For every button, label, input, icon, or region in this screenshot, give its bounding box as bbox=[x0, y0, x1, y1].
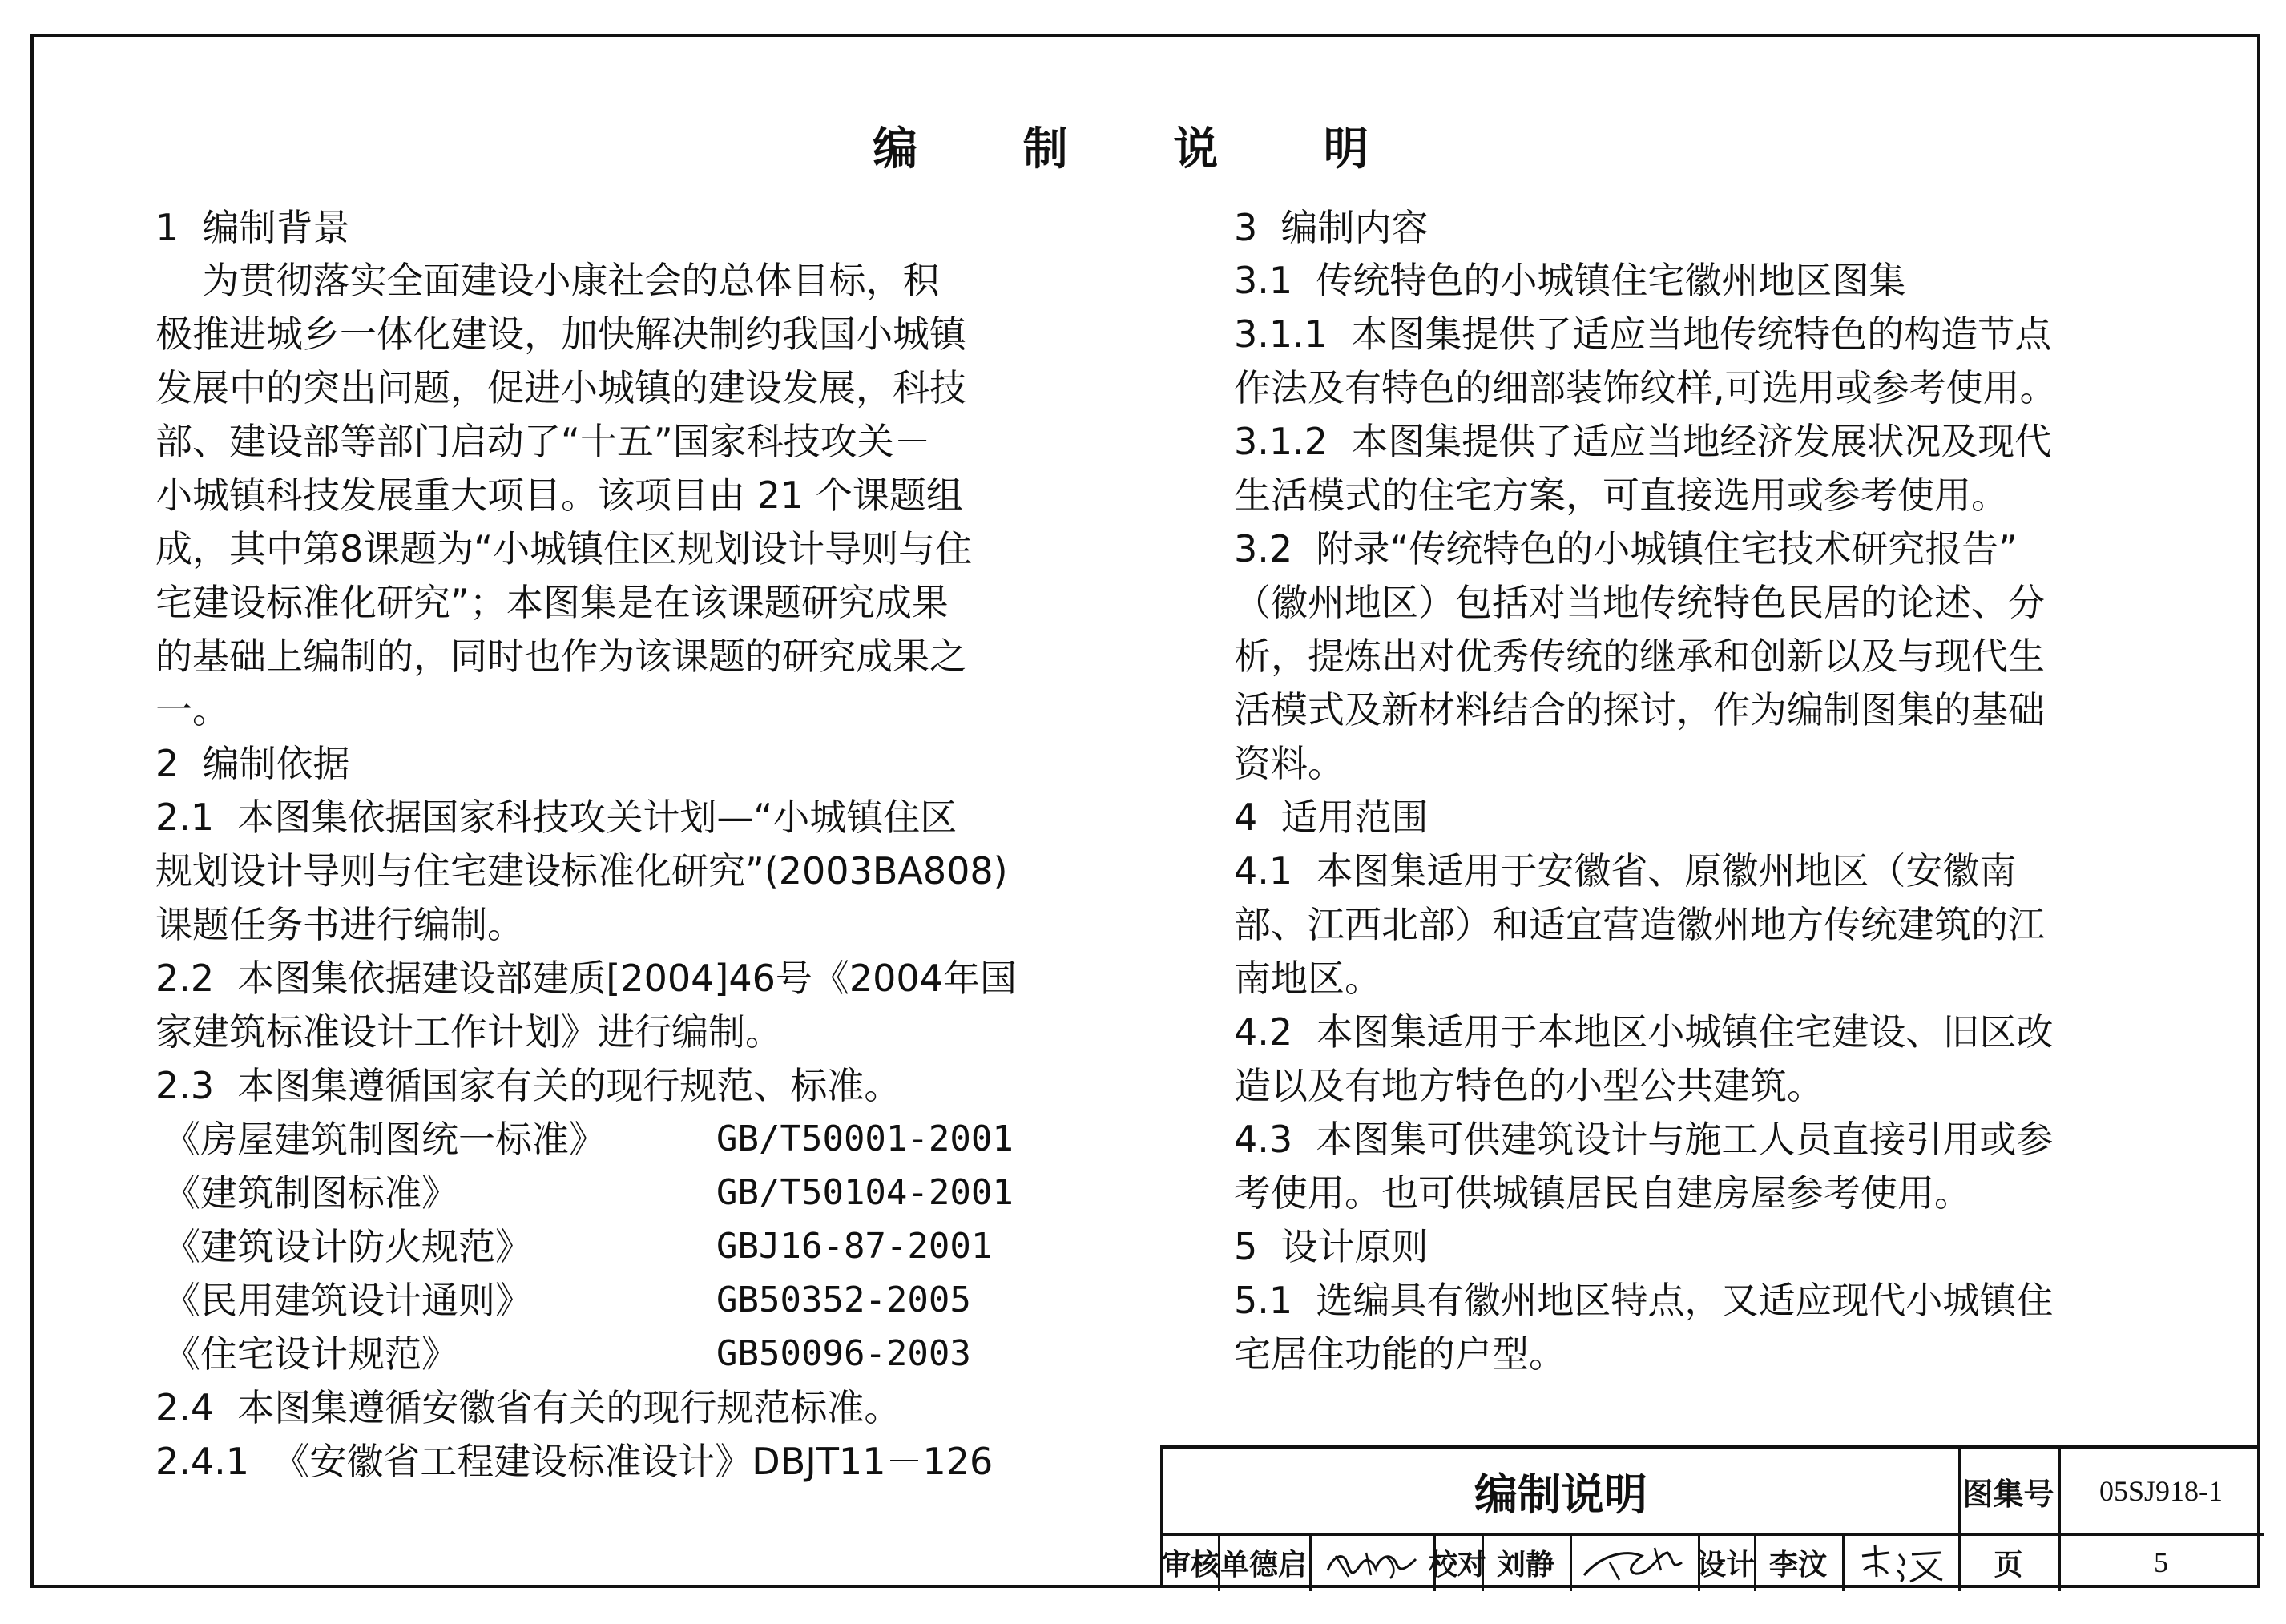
text-line: 作法及有特色的细部装饰纹样,可选用或参考使用。 bbox=[1234, 366, 2057, 409]
text-line: 3.1.1 本图集提供了适应当地传统特色的构造节点 bbox=[1234, 312, 2052, 356]
review-name: 单德启 bbox=[1220, 1548, 1307, 1582]
text-line: 析，提炼出对优秀传统的继承和创新以及与现代生 bbox=[1234, 635, 2045, 678]
text-line: 宅建设标准化研究”；本图集是在该课题研究成果 bbox=[155, 581, 949, 624]
text-line: （徽州地区）包括对当地传统特色民居的论述、分 bbox=[1234, 581, 2045, 624]
atlas-no-label: 图集号 bbox=[1962, 1476, 2054, 1512]
standard-name: 《民用建筑设计通则》 bbox=[163, 1279, 532, 1322]
text-line: 生活模式的住宅方案，可直接选用或参考使用。 bbox=[1234, 473, 2008, 517]
page-label: 页 bbox=[1994, 1548, 2023, 1582]
text-line: 2.3 本图集遵循国家有关的现行规范、标准。 bbox=[155, 1064, 901, 1107]
standard-name: 《建筑制图标准》 bbox=[163, 1171, 458, 1215]
text-line: 3.1.2 本图集提供了适应当地经济发展状况及现代 bbox=[1234, 420, 2052, 463]
standard-code: GB/T50001-2001 bbox=[716, 1118, 1014, 1159]
text-line: 2.4.1 《安徽省工程建设标准设计》DBJT11－126 bbox=[155, 1440, 994, 1483]
text-line: 课题任务书进行编制。 bbox=[155, 903, 524, 946]
right-column bbox=[1234, 205, 2155, 1407]
text-line: 2.4 本图集遵循安徽省有关的现行规范标准。 bbox=[155, 1386, 901, 1429]
text-line: 3.1 传统特色的小城镇住宅徽州地区图集 bbox=[1234, 259, 1906, 302]
text-line: 极推进城乡一体化建设，加快解决制约我国小城镇 bbox=[155, 312, 966, 356]
text-line: 4.1 本图集适用于安徽省、原徽州地区（安徽南 bbox=[1234, 849, 2017, 893]
standard-code: GB50352-2005 bbox=[716, 1279, 971, 1320]
text-line: 宅居住功能的户型。 bbox=[1234, 1332, 1566, 1376]
section-heading: 3 编制内容 bbox=[1234, 206, 1429, 249]
text-line: 2.1 本图集依据国家科技攻关计划—“小城镇住区 bbox=[155, 796, 958, 839]
text-line: 2.2 本图集依据建设部建质[2004]46号《2004年国 bbox=[155, 957, 1017, 1000]
section-heading: 4 适用范围 bbox=[1234, 796, 1429, 839]
design-name: 李汶 bbox=[1768, 1548, 1827, 1582]
review-signature bbox=[1309, 1533, 1433, 1591]
check-name: 刘静 bbox=[1496, 1548, 1554, 1582]
standard-name: 《房屋建筑制图统一标准》 bbox=[163, 1118, 606, 1161]
title-block bbox=[1160, 1445, 2260, 1588]
text-line: 4.2 本图集适用于本地区小城镇住宅建设、旧区改 bbox=[1234, 1010, 2054, 1054]
text-line: 活模式及新材料结合的探讨，作为编制图集的基础 bbox=[1234, 688, 2045, 731]
text-line: 成，其中第8课题为“小城镇住区规划设计导则与住 bbox=[155, 527, 973, 570]
text-line: 小城镇科技发展重大项目。该项目由 21 个课题组 bbox=[155, 473, 963, 517]
section-heading: 5 设计原则 bbox=[1234, 1225, 1429, 1268]
design-signature bbox=[1842, 1533, 1958, 1591]
text-line: 南地区。 bbox=[1234, 957, 1381, 1000]
standard-code: GBJ16-87-2001 bbox=[716, 1226, 993, 1267]
page-title: 编 制 说 明 bbox=[873, 123, 1413, 175]
text-line: 一。 bbox=[155, 688, 229, 731]
text-line: 为贯彻落实全面建设小康社会的总体目标，积 bbox=[155, 259, 940, 302]
check-label: 校对 bbox=[1429, 1548, 1487, 1582]
text-line: 规划设计导则与住宅建设标准化研究”(2003BA808) bbox=[155, 849, 1008, 893]
standard-code: GB/T50104-2001 bbox=[716, 1172, 1014, 1213]
text-line: 1 编制背景 bbox=[155, 206, 350, 249]
text-line: 部、建设部等部门启动了“十五”国家科技攻关－ bbox=[155, 420, 931, 463]
text-line: 造以及有地方特色的小型公共建筑。 bbox=[1234, 1064, 1824, 1107]
standard-name: 《住宅设计规范》 bbox=[163, 1332, 458, 1376]
standard-code: GB50096-2003 bbox=[716, 1333, 971, 1374]
design-label: 设计 bbox=[1697, 1548, 1756, 1582]
text-line: 4.3 本图集可供建筑设计与施工人员直接引用或参 bbox=[1234, 1118, 2054, 1161]
left-column bbox=[155, 205, 1077, 1487]
text-line: 部、江西北部）和适宜营造徽州地方传统建筑的江 bbox=[1234, 903, 2045, 946]
section-heading: 2 编制依据 bbox=[155, 742, 350, 785]
text-line: 家建筑标准设计工作计划》进行编制。 bbox=[155, 1010, 782, 1054]
check-signature bbox=[1570, 1533, 1698, 1591]
atlas-no: 05SJ918-1 bbox=[2099, 1475, 2224, 1507]
text-line: 资料。 bbox=[1234, 742, 1345, 785]
text-line: 3.2 附录“传统特色的小城镇住宅技术研究报告” bbox=[1234, 527, 2018, 570]
drawing-name: 编制说明 bbox=[1474, 1469, 1647, 1520]
review-label: 审核 bbox=[1162, 1548, 1220, 1582]
text-line: 考使用。也可供城镇居民自建房屋参考使用。 bbox=[1234, 1171, 1971, 1215]
page-number: 5 bbox=[2154, 1546, 2168, 1578]
text-line: 5.1 选编具有徽州地区特点，又适应现代小城镇住 bbox=[1234, 1279, 2054, 1322]
standard-name: 《建筑设计防火规范》 bbox=[163, 1225, 532, 1268]
text-line: 的基础上编制的，同时也作为该课题的研究成果之 bbox=[155, 635, 966, 678]
text-line: 发展中的突出问题，促进小城镇的建设发展，科技 bbox=[155, 366, 966, 409]
